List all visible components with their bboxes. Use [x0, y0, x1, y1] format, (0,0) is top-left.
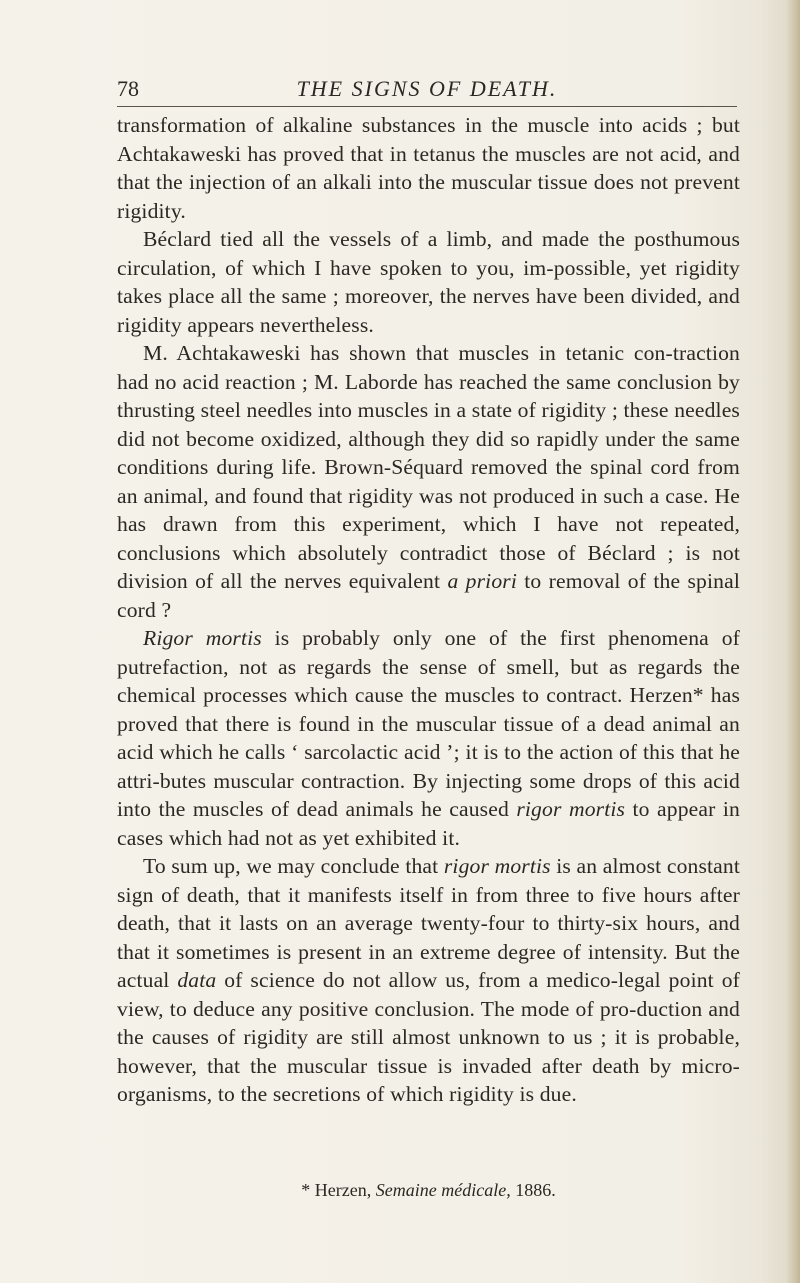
- page-header: [117, 73, 737, 105]
- paragraph-5-text-1: To sum up, we may conclude that: [143, 854, 444, 878]
- paragraph-4: [117, 624, 740, 852]
- paragraph-1: [117, 111, 740, 225]
- paragraph-4-italic-1: Rigor mortis: [143, 626, 262, 650]
- paragraph-3-text-before: M. Achtakaweski has shown that muscles in tetanic con-traction had no acid reaction ; M. Laborde has reached the same conclusion by thrusting steel needles into muscles in a state of rigidity ; these needles did not become oxidized, although they did so rapidly under the same conditions during life. Brown-Séquard removed the spinal cord from an animal, and found that rigidity was not produced in such a case. He has drawn from this experiment, which I have not repeated, conclusions which absolutely contradict those of Béclard ; is not division of all the nerves equivalent: [117, 341, 740, 593]
- paragraph-4-italic-2: rigor mortis: [516, 797, 626, 821]
- paragraph-5-italic-2: data: [177, 968, 217, 992]
- paragraph-1-text: transformation of alkaline substances in the muscle into acids ; but Achtakaweski has proved that in tetanus the muscles are not acid, and that the injection of an alkali into the muscular tissue does not prevent rigidity.: [117, 113, 740, 223]
- paragraph-3-italic: a priori: [447, 569, 517, 593]
- paragraph-2: [117, 225, 740, 339]
- paragraph-3-text-after: to removal of the spinal cord ?: [117, 569, 740, 622]
- footnote-author: Herzen,: [314, 1180, 372, 1200]
- paragraph-4-text-2: to appear in cases which had not as yet exhibited it.: [117, 797, 740, 850]
- footnote-marker: *: [301, 1180, 311, 1200]
- paragraph-3: [117, 339, 740, 624]
- page-edge-shadow: [786, 0, 800, 1283]
- paragraph-2-text: Béclard tied all the vessels of a limb, and made the posthumous circulation, of which I have spoken to you, im-possible, yet rigidity takes place all the same ; moreover, the nerves have been divided, and rigidity appears nevertheless.: [117, 227, 740, 337]
- paragraph-4-text-1: is probably only one of the first phenomena of putrefaction, not as regards the sense of smell, but as regards the chemical processes which cause the muscles to contract. Herzen* has proved that there is found in the muscular tissue of a dead animal an acid which he calls ‘ sarcolactic acid ’; it is to the action of this that he attri-butes muscular contraction. By injecting some drops of this acid into the muscles of dead animals he caused: [117, 626, 740, 821]
- paragraph-5: [117, 852, 740, 1109]
- header-rule: [117, 106, 737, 107]
- paragraph-5-italic-1: rigor mortis: [443, 854, 551, 878]
- footnote: [117, 1177, 740, 1203]
- page-number: 78: [117, 76, 139, 101]
- footnote-publication: Semaine médicale,: [375, 1180, 511, 1200]
- body-text: [117, 111, 740, 1109]
- paragraph-5-text-2: is an almost constant sign of death, that it manifests itself in from three to five hours after death, that it lasts on an average twenty-four to thirty-six hours, and that it sometimes is present in an extreme degree of intensity. But the actual: [117, 854, 741, 992]
- footnote-year: 1886.: [515, 1180, 556, 1200]
- paragraph-5-text-3: of science do not allow us, from a medico-legal point of view, to deduce any positive conclusion. The mode of pro-duction and the causes of rigidity are still almost unknown to us ; it is probable, however, that the muscular tissue is invaded after death by micro-organisms, to the secretions of which rigidity is due.: [117, 968, 740, 1106]
- running-title: THE SIGNS OF DEATH.: [296, 76, 558, 101]
